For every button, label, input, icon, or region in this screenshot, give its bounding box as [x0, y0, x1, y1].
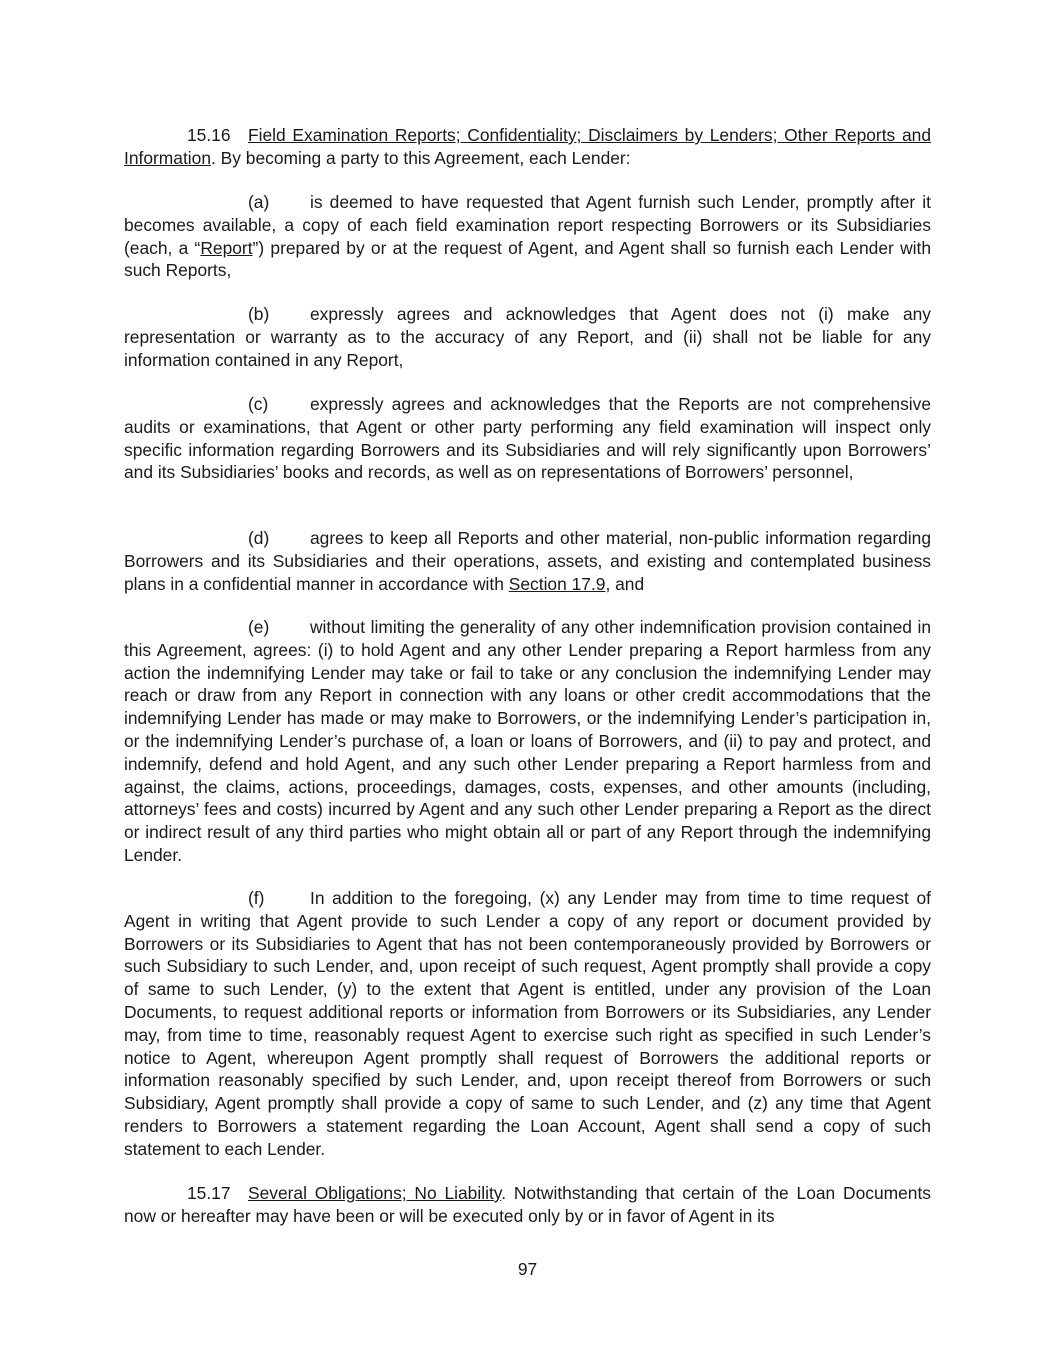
page-number: 97	[517, 1259, 538, 1279]
item-label: (b)	[248, 304, 270, 324]
item-label: (f)	[248, 888, 265, 908]
item-label: (a)	[248, 192, 270, 212]
item-text: without limiting the generality of any other indemnification provision contained in this Agreement, agrees: (i) to hold Agent and any other Lender preparing a Report harmless from any action the indemnifying Lender may take or fail to take or any conclusion the indemnifying Lender may reach or draw from any Report in connection with any loans or other credit accommodations that the indemnifying Lender has made or may make to Borrowers, or the indemnifying Lender’s participation in, or the indemnifying Lender’s purchase of, a loan or loans of Borrowers, and (ii) to pay and protect, and indemnify, defend and hold Agent, and any such other Lender preparing a Report harmless from and against, the claims, actions, proceedings, damages, costs, expenses, and other amounts (including, attorneys’ fees and costs) incurred by Agent and any such other Lender preparing a Report as the direct or indirect result of any third parties who might obtain all or part of any Report through the indemnifying Lender.	[124, 617, 931, 865]
item-text: is deemed to have requested that Agent furnish such Lender, promptly after it becomes available, a copy of each field examination report respecting Borrowers or its Subsidiaries (each, a “	[124, 192, 931, 258]
item-text: , and	[605, 573, 645, 594]
item-text: In addition to the foregoing, (x) any Lender may from time to time request of Agent in writing that Agent provide to such Lender a copy of any report or document provided by Borrowers or its Subsidiaries to Agent that has not been contemporaneously provided by Borrowers or such Subsidiary to such Lender, and, upon receipt of such request, Agent promptly shall provide a copy of same to such Lender, (y) to the extent that Agent is entitled, under any provision of the Loan Documents, to request additional reports or information from Borrowers or its Subsidiaries, any Lender may, from time to time, reasonably request Agent to exercise such right as specified in such Lender’s notice to Agent, whereupon Agent promptly shall request of Borrowers the additional reports or information reasonably specified by such Lender, and, upon receipt thereof from Borrowers or such Subsidiary, Agent promptly shall provide a copy of same to such Lender, and (z) any time that Agent renders to Borrowers a statement regarding the Loan Account, Agent shall send a copy of such statement to each Lender.	[124, 888, 931, 1159]
item-text: agrees to keep all Reports and other material, non-public information regarding Borrowers and its Subsidiaries and their operations, assets, and existing and contemplated business plans in a confidential manner in accordance with	[124, 528, 931, 594]
section-intro: . By becoming a party to this Agreement, each Lender:	[211, 147, 631, 168]
item-b-paragraph	[124, 303, 931, 371]
item-d-paragraph	[124, 527, 931, 595]
item-text: expressly agrees and acknowledges that Agent does not (i) make any representation or warranty as to the accuracy of any Report, and (ii) shall not be liable for any information contained in any Report,	[124, 304, 931, 370]
report-defined-term: Report	[200, 237, 253, 258]
item-text: expressly agrees and acknowledges that the Reports are not comprehensive audits or examinations, that Agent or other party performing any field examination will inspect only specific information regarding Borrowers and its Subsidiaries and will rely significantly upon Borrowers’ and its Subsidiaries’ books and records, as well as on representations of Borrowers’ personnel,	[124, 394, 931, 483]
item-f-paragraph	[124, 887, 931, 1161]
item-label: (c)	[248, 394, 269, 414]
item-text: ”) prepared by or at the request of Agent, and Agent shall so furnish each Lender with such Reports,	[124, 237, 931, 281]
section-number: 15.16	[187, 125, 231, 145]
section-heading: Several Obligations; No Liability	[248, 1183, 502, 1203]
section-15-17-paragraph	[124, 1182, 931, 1228]
item-e-paragraph	[124, 616, 931, 867]
section-number: 15.17	[187, 1183, 231, 1203]
item-label: (d)	[248, 528, 270, 548]
section-text: . Notwithstanding that certain of the Loan Documents now or hereafter may have been or will be executed only by or in favor of Agent in its	[124, 1183, 931, 1226]
item-c-paragraph	[124, 393, 931, 484]
section-15-16-paragraph	[124, 124, 931, 170]
item-a-paragraph	[124, 191, 931, 282]
item-label: (e)	[248, 617, 270, 637]
section-heading: Field Examination Reports; Confidentiality; Disclaimers by Lenders; Other Reports and Information	[124, 125, 931, 168]
section-17-9-link[interactable]: Section 17.9	[508, 573, 606, 594]
